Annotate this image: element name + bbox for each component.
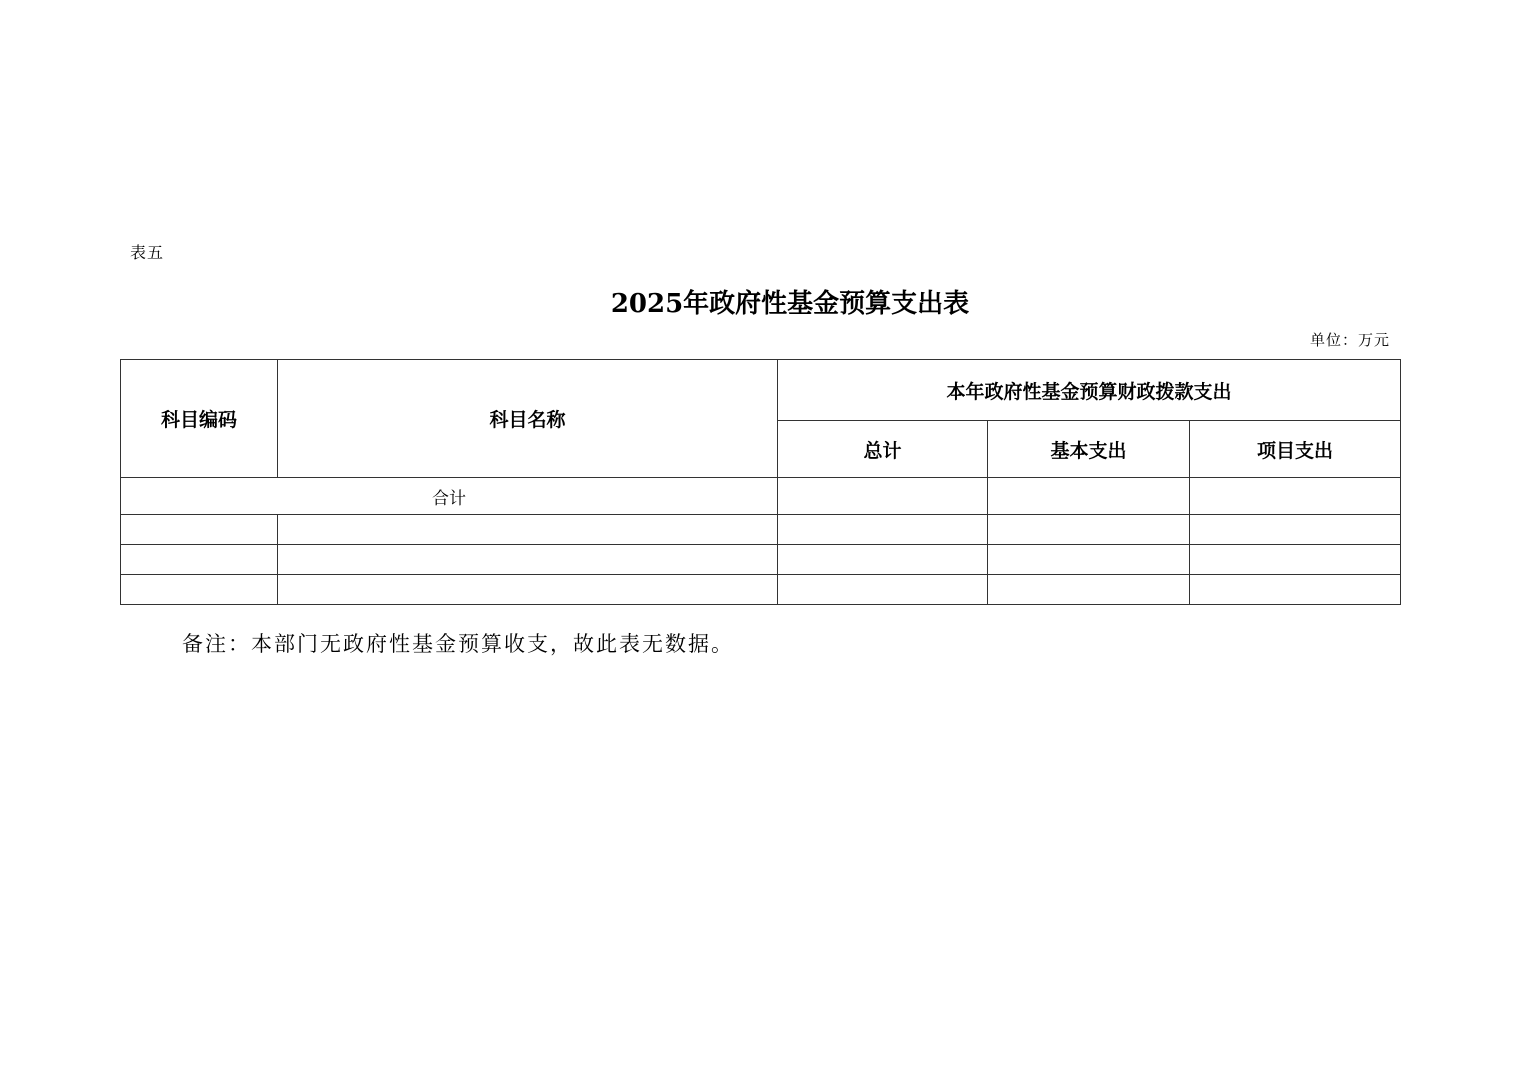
header-group: 本年政府性基金预算财政拨款支出 [778,360,1401,421]
total-cell-basic [988,478,1190,515]
cell-name [278,545,778,575]
cell-code [121,575,278,605]
header-project: 项目支出 [1190,421,1401,478]
total-cell-total [778,478,988,515]
cell-total [778,575,988,605]
cell-basic [988,515,1190,545]
cell-code [121,545,278,575]
footnote: 备注：本部门无政府性基金预算收支，故此表无数据。 [182,632,734,656]
total-label: 合计 [121,478,778,515]
budget-table [120,359,1401,605]
page-title: 2025年政府性基金预算支出表 [610,289,970,319]
cell-total [778,515,988,545]
header-name: 科目名称 [278,360,778,478]
unit-label: 单位：万元 [1309,331,1390,349]
cell-project [1190,545,1401,575]
total-cell-project [1190,478,1401,515]
table-number-label: 表五 [130,243,165,262]
header-basic: 基本支出 [988,421,1190,478]
cell-project [1190,515,1401,545]
total-row [121,478,1401,515]
cell-code [121,515,278,545]
cell-basic [988,545,1190,575]
cell-name [278,515,778,545]
cell-total [778,545,988,575]
header-code: 科目编码 [121,360,278,478]
header-row-1 [121,360,1401,421]
table-row [121,575,1401,605]
header-total: 总计 [778,421,988,478]
cell-project [1190,575,1401,605]
table-row [121,545,1401,575]
cell-name [278,575,778,605]
cell-basic [988,575,1190,605]
table-row [121,515,1401,545]
